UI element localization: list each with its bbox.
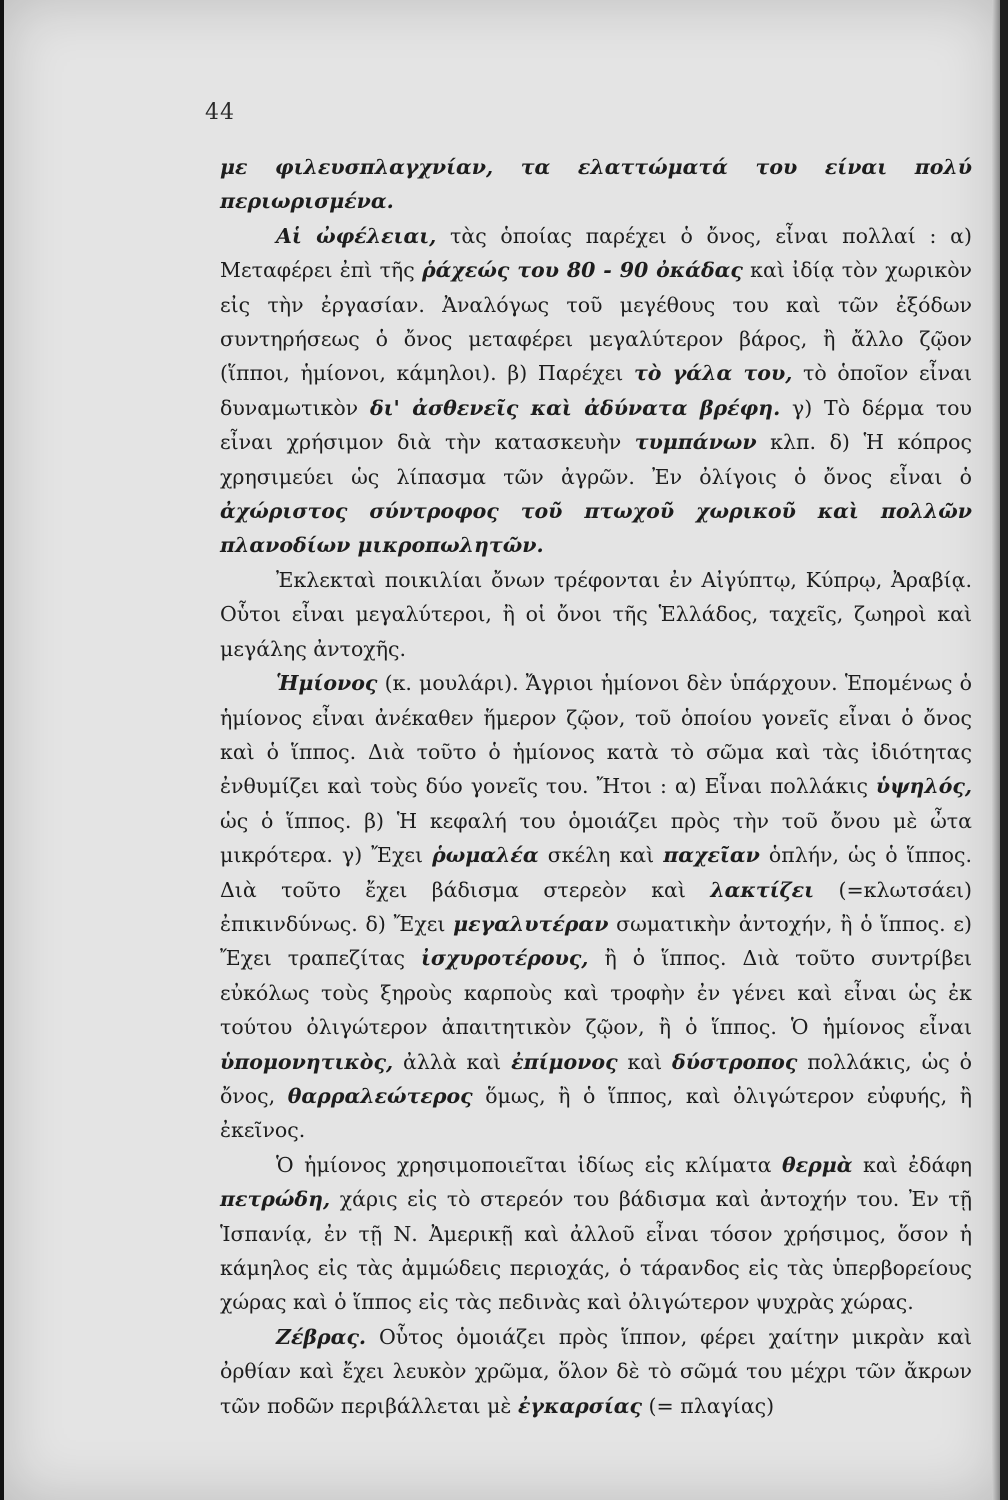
- emphasized-text: ἐπίμονος: [511, 1049, 618, 1074]
- text-run: ὡς ὁ ἵππος. β) Ἡ κεφαλή του ὁμοιάζει πρὸς τὴν τοῦ ὄνου μὲ ὦτα μικρότερα. γ) Ἔχει: [220, 808, 972, 868]
- paragraph: [220, 1148, 972, 1320]
- text-run: καὶ ἰδίᾳ τὸν χωρικὸν εἰς τὴν ἐργασίαν. Ἀναλόγως τοῦ μεγέθους του καὶ τῶν ἐξόδων συντηρήσεως ὁ ὄνος μεταφέρει μεγαλύτερον βάρος, ἢ ἄλλο ζῷον (ἵπποι, ἡμίονοι, κάμηλοι). β) Παρέχει: [220, 258, 972, 386]
- emphasized-text: θαρραλεώτερος: [287, 1083, 473, 1108]
- text-run: σκέλη καὶ: [538, 843, 664, 868]
- emphasized-text: Ἡμίονος: [276, 671, 378, 696]
- emphasized-text: τὸ γάλα του,: [634, 361, 793, 386]
- text-run: ἢ ὁ ἵππος. Διὰ τοῦτο συντρίβει εὐκόλως τοὺς ξηροὺς καρποὺς καὶ τροφὴν ἐν γένει καὶ εἶναι ὡς ἐκ τούτου ὀλιγώτερον ἀπαιτητικὸν ζῷον, ἢ ὁ ἵππος. Ὁ ἡμίονος εἶναι: [220, 946, 973, 1040]
- emphasized-text: ῥάχεώς του 80 - 90 ὀκάδας: [421, 258, 743, 283]
- paragraph: [220, 219, 972, 563]
- paragraph: [220, 563, 972, 666]
- emphasized-text: ὑπομονητικὸς,: [220, 1049, 394, 1074]
- text-run: Οὗτος ὁμοιάζει πρὸς ἵππον, φέρει χαίτην μικρὰν καὶ ὀρθίαν καὶ ἔχει λευκὸν χρῶμα, ὅλον δὲ τὸ σῶμά του μέχρι τῶν ἄκρων τῶν ποδῶν περιβάλλεται μὲ: [220, 1324, 972, 1418]
- text-run: καὶ ἐδάφη: [852, 1152, 972, 1177]
- text-run: (κ. μουλάρι). Ἄγριοι ἡμίονοι δὲν ὑπάρχουν. Ἑπομένως ὁ ἡμίονος εἶναι ἀνέκαθεν ἥμερον ζῷον, τοῦ ὁποίου γονεῖς εἶναι ὁ ὄνος καὶ ὁ ἵππος. Διὰ τοῦτο ὁ ἡμίονος κατὰ τὸ σῶμα καὶ τὰς ἰδιότητας ἐνθυμίζει καὶ τοὺς δύο γονεῖς του. Ἤτοι : α) Εἶναι πολλάκις: [220, 671, 972, 799]
- text-run: (=κλωτσάει) ἐπικινδύνως. δ) Ἔχει: [220, 877, 972, 936]
- scan-border-right: [992, 0, 1000, 1500]
- text-run: κλπ. δ) Ἡ κόπρος χρησιμεύει ὡς λίπασμα τῶν ἀγρῶν. Ἐν ὀλίγοις ὁ ὄνος εἶναι ὁ: [220, 430, 973, 489]
- emphasized-text: πετρώδη,: [220, 1187, 331, 1212]
- emphasized-text: παχεῖαν: [663, 843, 760, 868]
- emphasized-text: Αἱ ὠφέλειαι,: [276, 223, 437, 248]
- text-run: γ) Τὸ δέρμα του εἶναι χρήσιμον διὰ τὴν κατασκευὴν: [220, 395, 972, 455]
- emphasized-text: ἐγκαρσίας: [517, 1393, 643, 1418]
- text-run: καὶ: [617, 1049, 673, 1074]
- emphasized-text: λακτίζει: [710, 877, 815, 902]
- text-run: Ὁ ἡμίονος χρησιμοποιεῖται ἰδίως εἰς κλίματα: [276, 1152, 782, 1177]
- emphasized-text: με φιλευσπλαγχνίαν, τα ελαττώματά του είναι πολύ περιωρισμένα.: [220, 155, 972, 214]
- text-run: χάρις εἰς τὸ στερεόν του βάδισμα καὶ ἀντοχήν του. Ἐν τῇ Ἱσπανίᾳ, ἐν τῇ Ν. Ἀμερικῇ καὶ ἀλλοῦ εἶναι τόσον χρήσιμος, ὅσον ἡ κάμηλος εἰς τὰς ἀμμώδεις περιοχάς, ὁ τάρανδος εἰς τὰς ὑπερβορείους χώρας καὶ ὁ ἵππος εἰς τὰς πεδινὰς καὶ ὀλιγώτερον ψυχρὰς χώρας.: [220, 1187, 972, 1315]
- body-text: [220, 150, 972, 1423]
- text-run: τὸ ὁποῖον εἶναι δυναμωτικὸν: [220, 361, 973, 420]
- emphasized-text: ῥωμαλέα: [432, 843, 539, 868]
- text-run: ἀλλὰ καὶ: [393, 1049, 512, 1074]
- book-page: [4, 0, 1000, 1500]
- emphasized-text: τυμπάνων: [634, 430, 757, 455]
- emphasized-text: ὑψηλός,: [875, 774, 972, 799]
- emphasized-text: ἀχώριστος σύντροφος τοῦ πτωχοῦ χωρικοῦ καὶ πολλῶν πλανοδίων μικροπωλητῶν.: [220, 499, 972, 558]
- text-run: (= πλαγίας): [642, 1393, 775, 1418]
- text-run: ὅμως, ἢ ὁ ἵππος, καὶ ὀλιγώτερον εὐφυής, ἢ ἐκεῖνος.: [220, 1083, 972, 1143]
- emphasized-text: θερμὰ: [781, 1152, 853, 1177]
- text-run: τὰς ὁποίας παρέχει ὁ ὄνος, εἶναι πολλαί : α) Μεταφέρει ἐπὶ τῆς: [220, 223, 972, 283]
- paragraph: [220, 150, 972, 219]
- text-run: πολλάκις, ὡς ὁ ὄνος,: [220, 1049, 972, 1108]
- page-number: 44: [205, 100, 235, 125]
- text-run: Ἐκλεκταὶ ποικιλίαι ὄνων τρέφονται ἐν Αἰγύπτῳ, Κύπρῳ, Ἀραβίᾳ. Οὗτοι εἶναι μεγαλύτεροι, ἢ οἱ ὄνοι τῆς Ἑλλάδος, ταχεῖς, ζωηροὶ καὶ μεγάλης ἀντοχῆς.: [220, 567, 972, 661]
- emphasized-text: Ζέβρας.: [276, 1324, 367, 1349]
- emphasized-text: δι' ἀσθενεῖς καὶ ἀδύνατα βρέφη.: [369, 395, 781, 420]
- emphasized-text: μεγαλυτέραν: [453, 911, 609, 936]
- emphasized-text: ἰσχυροτέρους,: [420, 946, 589, 971]
- paragraph: [220, 666, 972, 1148]
- emphasized-text: δύστροπος: [672, 1049, 798, 1074]
- text-run: ὁπλήν, ὡς ὁ ἵππος. Διὰ τοῦτο ἔχει βάδισμα στερεὸν καὶ: [220, 843, 972, 902]
- paragraph: [220, 1320, 972, 1423]
- text-run: σωματικὴν ἀντοχήν, ἢ ὁ ἵππος. ε) Ἔχει τραπεζίτας: [220, 911, 972, 971]
